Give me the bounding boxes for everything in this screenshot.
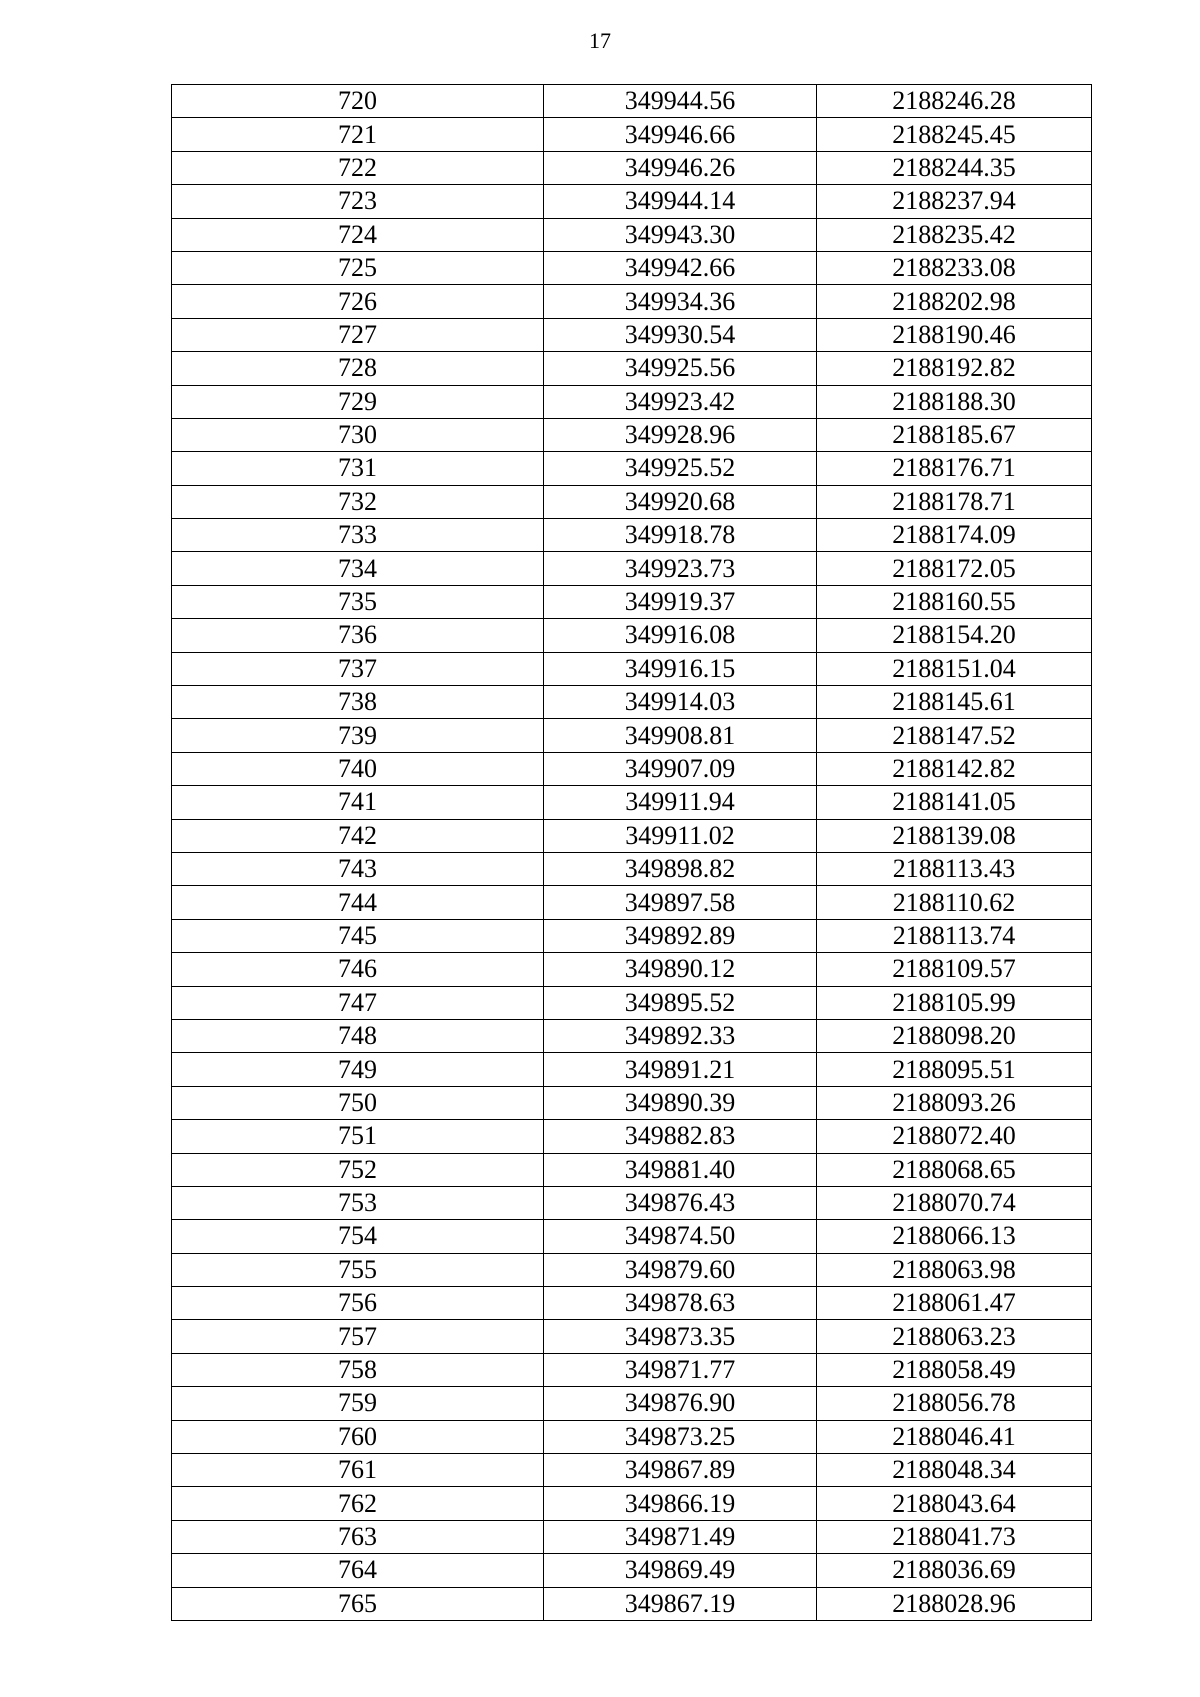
point-number-cell: 755 [172,1253,544,1286]
point-number-cell: 759 [172,1387,544,1420]
point-number-cell: 737 [172,652,544,685]
table-row [172,185,1092,218]
table-row [172,1554,1092,1587]
y-coordinate-cell: 2188174.09 [817,519,1092,552]
table-row [172,1220,1092,1253]
point-number-cell: 764 [172,1554,544,1587]
x-coordinate-cell: 349946.66 [544,118,817,151]
point-number-cell: 765 [172,1587,544,1620]
table-row [172,1587,1092,1620]
x-coordinate-cell: 349890.39 [544,1086,817,1119]
x-coordinate-cell: 349914.03 [544,686,817,719]
y-coordinate-cell: 2188105.99 [817,986,1092,1019]
x-coordinate-cell: 349879.60 [544,1253,817,1286]
point-number-cell: 743 [172,852,544,885]
point-number-cell: 749 [172,1053,544,1086]
y-coordinate-cell: 2188233.08 [817,251,1092,284]
point-number-cell: 728 [172,352,544,385]
table-row [172,1053,1092,1086]
y-coordinate-cell: 2188145.61 [817,686,1092,719]
point-number-cell: 723 [172,185,544,218]
point-number-cell: 751 [172,1120,544,1153]
table-row [172,1153,1092,1186]
x-coordinate-cell: 349928.96 [544,418,817,451]
table-row [172,1120,1092,1153]
point-number-cell: 726 [172,285,544,318]
point-number-cell: 747 [172,986,544,1019]
table-row [172,619,1092,652]
x-coordinate-cell: 349919.37 [544,585,817,618]
y-coordinate-cell: 2188046.41 [817,1420,1092,1453]
point-number-cell: 753 [172,1186,544,1219]
y-coordinate-cell: 2188056.78 [817,1387,1092,1420]
point-number-cell: 739 [172,719,544,752]
y-coordinate-cell: 2188142.82 [817,752,1092,785]
x-coordinate-cell: 349897.58 [544,886,817,919]
y-coordinate-cell: 2188070.74 [817,1186,1092,1219]
table-row [172,1353,1092,1386]
x-coordinate-cell: 349892.33 [544,1019,817,1052]
point-number-cell: 733 [172,519,544,552]
table-row [172,285,1092,318]
y-coordinate-cell: 2188178.71 [817,485,1092,518]
y-coordinate-cell: 2188058.49 [817,1353,1092,1386]
point-number-cell: 758 [172,1353,544,1386]
table-row [172,385,1092,418]
point-number-cell: 738 [172,686,544,719]
point-number-cell: 763 [172,1520,544,1553]
table-row [172,1454,1092,1487]
y-coordinate-cell: 2188095.51 [817,1053,1092,1086]
y-coordinate-cell: 2188110.62 [817,886,1092,919]
y-coordinate-cell: 2188048.34 [817,1454,1092,1487]
y-coordinate-cell: 2188190.46 [817,318,1092,351]
point-number-cell: 725 [172,251,544,284]
point-number-cell: 762 [172,1487,544,1520]
x-coordinate-cell: 349881.40 [544,1153,817,1186]
y-coordinate-cell: 2188172.05 [817,552,1092,585]
x-coordinate-cell: 349873.35 [544,1320,817,1353]
x-coordinate-cell: 349944.56 [544,85,817,118]
point-number-cell: 724 [172,218,544,251]
x-coordinate-cell: 349911.02 [544,819,817,852]
y-coordinate-cell: 2188109.57 [817,953,1092,986]
x-coordinate-cell: 349934.36 [544,285,817,318]
y-coordinate-cell: 2188246.28 [817,85,1092,118]
x-coordinate-cell: 349866.19 [544,1487,817,1520]
table-row [172,1387,1092,1420]
table-row [172,719,1092,752]
y-coordinate-cell: 2188036.69 [817,1554,1092,1587]
x-coordinate-cell: 349873.25 [544,1420,817,1453]
y-coordinate-cell: 2188244.35 [817,151,1092,184]
x-coordinate-cell: 349946.26 [544,151,817,184]
y-coordinate-cell: 2188098.20 [817,1019,1092,1052]
point-number-cell: 757 [172,1320,544,1353]
y-coordinate-cell: 2188202.98 [817,285,1092,318]
point-number-cell: 750 [172,1086,544,1119]
y-coordinate-cell: 2188063.98 [817,1253,1092,1286]
table-row [172,1086,1092,1119]
page-number: 17 [589,28,611,53]
y-coordinate-cell: 2188139.08 [817,819,1092,852]
table-row [172,1287,1092,1320]
table-row [172,686,1092,719]
y-coordinate-cell: 2188176.71 [817,452,1092,485]
y-coordinate-cell: 2188185.67 [817,418,1092,451]
x-coordinate-cell: 349892.89 [544,919,817,952]
table-row [172,819,1092,852]
y-coordinate-cell: 2188141.05 [817,786,1092,819]
point-number-cell: 756 [172,1287,544,1320]
x-coordinate-cell: 349891.21 [544,1053,817,1086]
x-coordinate-cell: 349908.81 [544,719,817,752]
x-coordinate-cell: 349923.42 [544,385,817,418]
y-coordinate-cell: 2188043.64 [817,1487,1092,1520]
table-row [172,352,1092,385]
y-coordinate-cell: 2188072.40 [817,1120,1092,1153]
y-coordinate-cell: 2188068.65 [817,1153,1092,1186]
y-coordinate-cell: 2188151.04 [817,652,1092,685]
point-number-cell: 760 [172,1420,544,1453]
point-number-cell: 722 [172,151,544,184]
table-row [172,318,1092,351]
x-coordinate-cell: 349907.09 [544,752,817,785]
table-row [172,1186,1092,1219]
table-row [172,919,1092,952]
point-number-cell: 735 [172,585,544,618]
y-coordinate-cell: 2188188.30 [817,385,1092,418]
table-row [172,1320,1092,1353]
y-coordinate-cell: 2188113.43 [817,852,1092,885]
point-number-cell: 748 [172,1019,544,1052]
table-row [172,519,1092,552]
table-row [172,953,1092,986]
table-row [172,452,1092,485]
coordinates-table [171,84,1092,1621]
point-number-cell: 742 [172,819,544,852]
x-coordinate-cell: 349916.15 [544,652,817,685]
x-coordinate-cell: 349874.50 [544,1220,817,1253]
y-coordinate-cell: 2188147.52 [817,719,1092,752]
x-coordinate-cell: 349876.90 [544,1387,817,1420]
y-coordinate-cell: 2188041.73 [817,1520,1092,1553]
point-number-cell: 729 [172,385,544,418]
point-number-cell: 736 [172,619,544,652]
point-number-cell: 720 [172,85,544,118]
table-row [172,1019,1092,1052]
table-row [172,1253,1092,1286]
point-number-cell: 721 [172,118,544,151]
y-coordinate-cell: 2188028.96 [817,1587,1092,1620]
table-row [172,1420,1092,1453]
point-number-cell: 732 [172,485,544,518]
y-coordinate-cell: 2188235.42 [817,218,1092,251]
table-row [172,418,1092,451]
x-coordinate-cell: 349878.63 [544,1287,817,1320]
x-coordinate-cell: 349923.73 [544,552,817,585]
y-coordinate-cell: 2188066.13 [817,1220,1092,1253]
y-coordinate-cell: 2188160.55 [817,585,1092,618]
table-row [172,1487,1092,1520]
table-row [172,485,1092,518]
point-number-cell: 761 [172,1454,544,1487]
x-coordinate-cell: 349925.52 [544,452,817,485]
table-row [172,151,1092,184]
x-coordinate-cell: 349944.14 [544,185,817,218]
table-row [172,85,1092,118]
x-coordinate-cell: 349895.52 [544,986,817,1019]
point-number-cell: 752 [172,1153,544,1186]
x-coordinate-cell: 349942.66 [544,251,817,284]
table-row [172,986,1092,1019]
table-row [172,652,1092,685]
point-number-cell: 744 [172,886,544,919]
y-coordinate-cell: 2188093.26 [817,1086,1092,1119]
x-coordinate-cell: 349882.83 [544,1120,817,1153]
point-number-cell: 740 [172,752,544,785]
x-coordinate-cell: 349890.12 [544,953,817,986]
x-coordinate-cell: 349898.82 [544,852,817,885]
table-row [172,585,1092,618]
point-number-cell: 727 [172,318,544,351]
point-number-cell: 741 [172,786,544,819]
point-number-cell: 734 [172,552,544,585]
point-number-cell: 745 [172,919,544,952]
table-row [172,251,1092,284]
y-coordinate-cell: 2188113.74 [817,919,1092,952]
point-number-cell: 746 [172,953,544,986]
table-row [172,218,1092,251]
point-number-cell: 731 [172,452,544,485]
table-row [172,552,1092,585]
table-row [172,118,1092,151]
x-coordinate-cell: 349916.08 [544,619,817,652]
x-coordinate-cell: 349876.43 [544,1186,817,1219]
table-row [172,752,1092,785]
x-coordinate-cell: 349871.77 [544,1353,817,1386]
y-coordinate-cell: 2188063.23 [817,1320,1092,1353]
x-coordinate-cell: 349869.49 [544,1554,817,1587]
point-number-cell: 754 [172,1220,544,1253]
y-coordinate-cell: 2188192.82 [817,352,1092,385]
coordinates-table-body [172,85,1092,1621]
table-row [172,1520,1092,1553]
x-coordinate-cell: 349943.30 [544,218,817,251]
x-coordinate-cell: 349867.89 [544,1454,817,1487]
x-coordinate-cell: 349911.94 [544,786,817,819]
x-coordinate-cell: 349930.54 [544,318,817,351]
y-coordinate-cell: 2188245.45 [817,118,1092,151]
y-coordinate-cell: 2188237.94 [817,185,1092,218]
x-coordinate-cell: 349925.56 [544,352,817,385]
table-row [172,886,1092,919]
table-row [172,786,1092,819]
point-number-cell: 730 [172,418,544,451]
y-coordinate-cell: 2188061.47 [817,1287,1092,1320]
table-row [172,852,1092,885]
y-coordinate-cell: 2188154.20 [817,619,1092,652]
x-coordinate-cell: 349918.78 [544,519,817,552]
x-coordinate-cell: 349920.68 [544,485,817,518]
x-coordinate-cell: 349867.19 [544,1587,817,1620]
x-coordinate-cell: 349871.49 [544,1520,817,1553]
